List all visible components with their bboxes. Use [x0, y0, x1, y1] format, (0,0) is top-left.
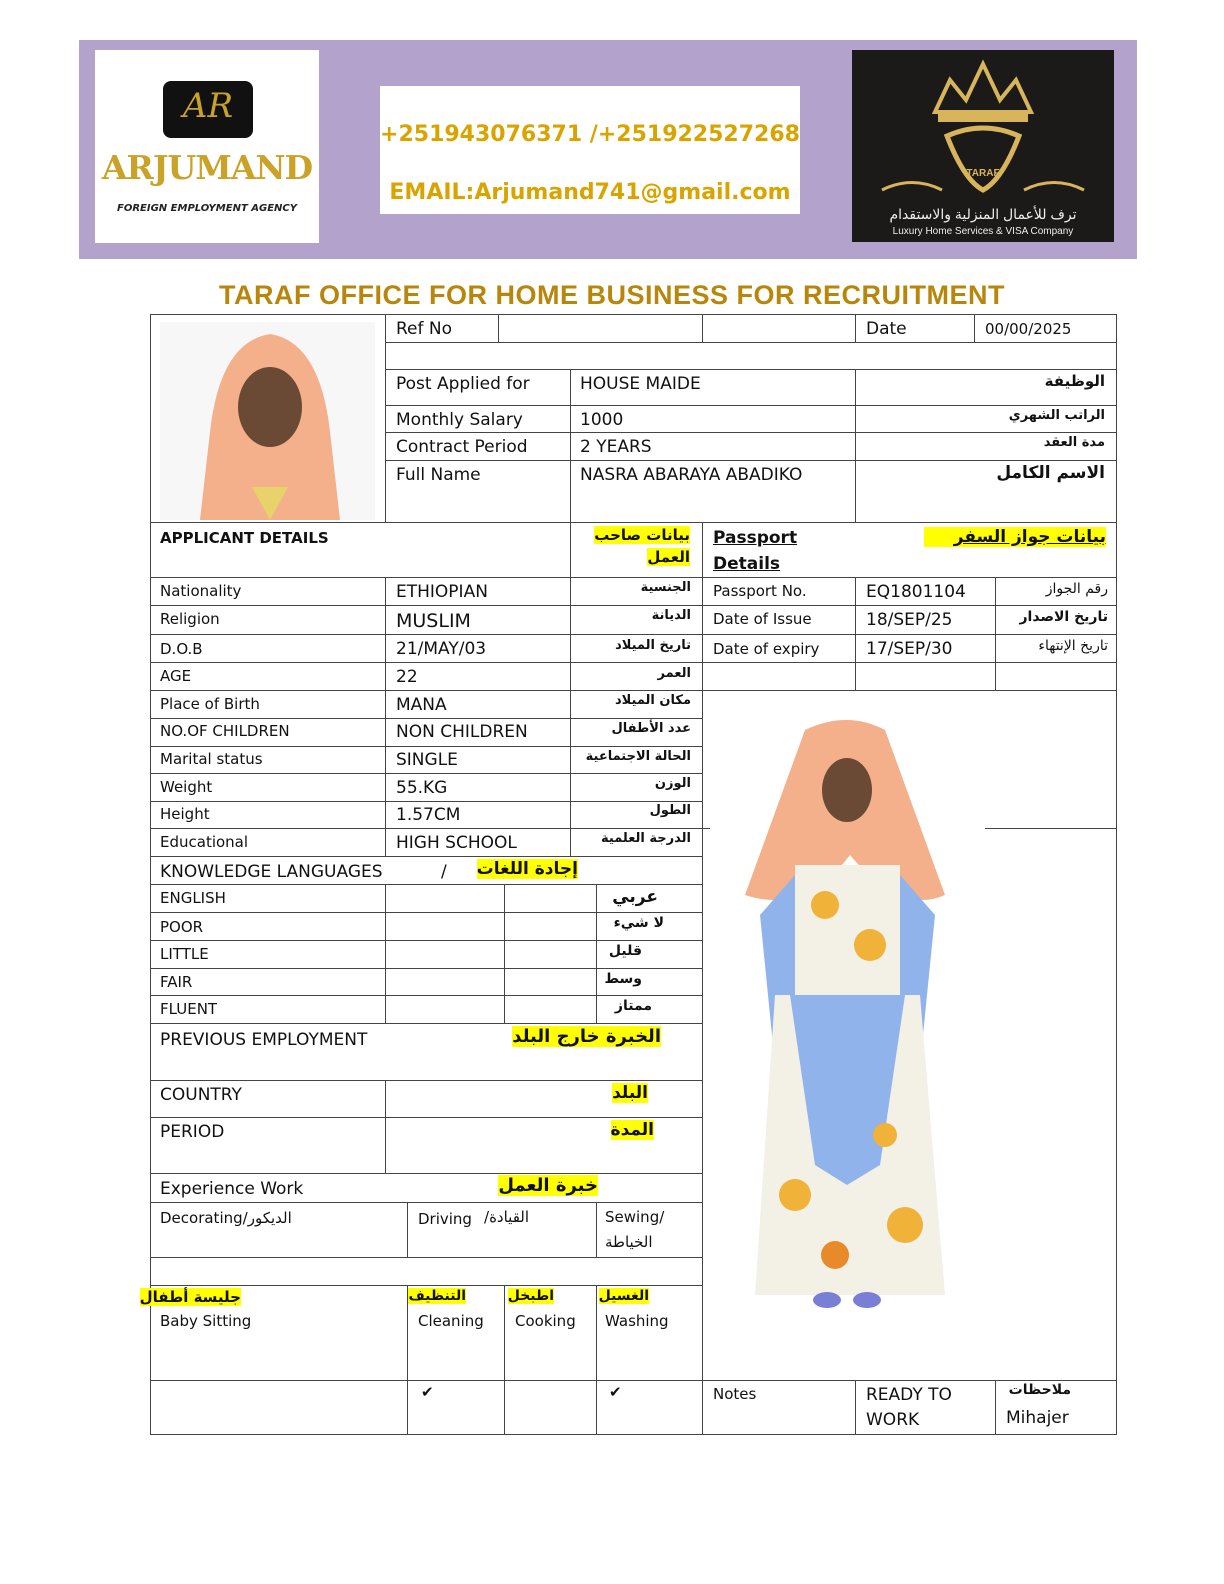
- marital-value: SINGLE: [396, 750, 458, 770]
- period-arabic: المدة: [610, 1120, 654, 1140]
- full-name-value: NASRA ABARAYA ABADIKO: [580, 465, 803, 485]
- page-title: TARAF OFFICE FOR HOME BUSINESS FOR RECRUITMENT: [219, 280, 1005, 310]
- applicant-heading-arabic-1: بيانات صاحب: [594, 526, 690, 544]
- grid-line: [702, 314, 703, 342]
- experience-heading: Experience Work: [160, 1179, 304, 1199]
- phone-numbers: +251943076371 /+251922527268: [380, 122, 800, 147]
- notes-label: Notes: [713, 1385, 757, 1403]
- grid-line: [702, 522, 703, 1434]
- passport-no-value: EQ1801104: [866, 582, 966, 602]
- dob-value: 21/MAY/03: [396, 639, 487, 659]
- contract-label: Contract Period: [396, 437, 528, 457]
- languages-separator: /: [441, 862, 447, 882]
- grid-line: [385, 1080, 386, 1173]
- grid-line: [150, 1173, 703, 1174]
- post-label: Post Applied for: [396, 374, 530, 394]
- grid-line: [498, 314, 499, 342]
- full-name-label: Full Name: [396, 465, 481, 485]
- experience-heading-arabic: خبرة العمل: [498, 1175, 598, 1196]
- education-arabic: الدرجة العلمية: [601, 831, 691, 846]
- salary-arabic: الراتب الشهري: [1008, 408, 1105, 423]
- table-border: [150, 1434, 1117, 1435]
- applicant-full-photo: [735, 715, 960, 1315]
- level-fair-label: FAIR: [160, 973, 193, 991]
- level-poor-arabic: لا شيء: [613, 915, 664, 931]
- table-border: [1116, 314, 1117, 1434]
- grid-line: [974, 314, 975, 342]
- grid-line: [504, 884, 505, 1023]
- dob-arabic: تاريخ الميلاد: [615, 638, 691, 653]
- expiry-date-arabic: تاريخ الإنتهاء: [1038, 638, 1108, 654]
- grid-line: [385, 369, 1116, 370]
- age-label: AGE: [160, 667, 192, 685]
- grid-line: [385, 342, 1116, 343]
- grid-line: [407, 1202, 408, 1257]
- grid-line: [385, 884, 386, 1023]
- grid-line: [150, 1285, 703, 1286]
- grid-line: [150, 746, 703, 747]
- marital-arabic: الحالة الاجتماعية: [585, 749, 691, 764]
- passport-heading-arabic: بيانات جواز السفر: [924, 527, 1106, 547]
- contract-value: 2 YEARS: [580, 437, 652, 457]
- contact-box: [380, 86, 800, 214]
- language-arabic-label: عربي: [612, 887, 658, 907]
- washing-label: Washing: [605, 1312, 669, 1330]
- applicant-heading-arabic-2: العمل: [647, 548, 690, 566]
- notes-value-1: READY TO: [866, 1385, 952, 1405]
- driving-arabic: /القيادة: [484, 1208, 530, 1226]
- children-arabic: عدد الأطفال: [611, 721, 691, 736]
- date-value: 00/00/2025: [985, 320, 1072, 338]
- issue-date-value: 18/SEP/25: [866, 610, 953, 630]
- taraf-english: Luxury Home Services & VISA Company: [892, 226, 1074, 237]
- place-of-birth-label: Place of Birth: [160, 695, 260, 713]
- grid-line: [570, 522, 571, 856]
- grid-line: [150, 1080, 703, 1081]
- grid-line: [596, 1285, 597, 1434]
- issue-date-arabic: تاريخ الاصدار: [1019, 609, 1108, 625]
- country-arabic: البلد: [612, 1083, 648, 1103]
- grid-line: [150, 522, 1117, 523]
- cooking-label: Cooking: [515, 1312, 576, 1330]
- height-label: Height: [160, 805, 210, 823]
- grid-line: [150, 940, 703, 941]
- cooking-arabic: اطبخل: [507, 1288, 554, 1304]
- grid-line: [995, 577, 996, 690]
- grid-line: [150, 1117, 703, 1118]
- grid-line: [150, 1202, 703, 1203]
- salary-value: 1000: [580, 410, 624, 430]
- table-border: [150, 314, 151, 1434]
- weight-value: 55.KG: [396, 778, 448, 798]
- level-fluent-arabic: ممتاز: [614, 998, 652, 1014]
- full-name-arabic: الاسم الكامل: [996, 463, 1105, 483]
- grid-line: [407, 1285, 408, 1434]
- post-arabic: الوظيفة: [1044, 372, 1105, 390]
- languages-heading: KNOWLEDGE LANGUAGES: [160, 862, 383, 882]
- grid-line: [150, 968, 703, 969]
- religion-value: MUSLIM: [396, 610, 471, 632]
- education-label: Educational: [160, 833, 249, 851]
- notes-arabic: ملاحظات: [1008, 1382, 1071, 1398]
- grid-line: [150, 605, 1117, 606]
- grid-line: [596, 884, 597, 1023]
- baby-sitting-label: Baby Sitting: [160, 1312, 252, 1330]
- level-little-label: LITTLE: [160, 945, 209, 963]
- grid-line: [150, 690, 1117, 691]
- grid-line: [385, 577, 386, 856]
- logo-monogram: AR: [182, 86, 234, 126]
- grid-line: [855, 314, 856, 342]
- place-of-birth-arabic: مكان الميلاد: [614, 693, 691, 708]
- grid-line: [995, 1380, 996, 1434]
- post-value: HOUSE MAIDE: [580, 374, 701, 394]
- age-arabic: العمر: [657, 666, 691, 681]
- ref-no-label: Ref No: [396, 319, 453, 339]
- applicant-portrait-photo: [160, 322, 375, 520]
- grid-line: [150, 1023, 703, 1024]
- grid-line: [570, 369, 571, 522]
- baby-sitting-arabic: جليسة أطفال: [139, 1288, 241, 1306]
- taraf-logo: [852, 50, 1114, 242]
- nationality-arabic: الجنسية: [640, 580, 691, 595]
- weight-arabic: الوزن: [654, 776, 691, 791]
- passport-no-arabic: رقم الجواز: [1045, 581, 1108, 597]
- arjumand-logo: [95, 50, 319, 243]
- issue-date-label: Date of Issue: [713, 610, 812, 628]
- sewing-arabic: الخياطة: [605, 1233, 653, 1251]
- nationality-value: ETHIOPIAN: [396, 582, 488, 602]
- education-value: HIGH SCHOOL: [396, 833, 517, 853]
- grid-line: [150, 662, 1117, 663]
- grid-line: [150, 718, 703, 719]
- grid-line: [385, 432, 1116, 433]
- grid-line: [855, 577, 856, 690]
- place-of-birth-value: MANA: [396, 695, 447, 715]
- expiry-date-label: Date of expiry: [713, 640, 820, 658]
- logo-name: ARJUMAND: [101, 148, 313, 187]
- cleaning-label: Cleaning: [418, 1312, 484, 1330]
- driving-label: Driving: [418, 1210, 472, 1228]
- office-name: Mihajer: [1006, 1408, 1069, 1428]
- children-value: NON CHILDREN: [396, 722, 528, 742]
- grid-line: [596, 1202, 597, 1257]
- level-fair-arabic: وسط: [604, 971, 642, 987]
- grid-line: [385, 460, 1116, 461]
- grid-line: [150, 828, 710, 829]
- marital-label: Marital status: [160, 750, 263, 768]
- taraf-brand: TARAF: [966, 168, 1000, 179]
- previous-employment-arabic: الخبرة خارج البلد: [512, 1026, 661, 1047]
- expiry-date-value: 17/SEP/30: [866, 639, 953, 659]
- children-label: NO.OF CHILDREN: [160, 722, 290, 740]
- height-value: 1.57CM: [396, 805, 461, 825]
- height-arabic: الطول: [649, 803, 691, 818]
- grid-line: [504, 1285, 505, 1434]
- salary-label: Monthly Salary: [396, 410, 523, 430]
- grid-line: [150, 912, 703, 913]
- grid-line: [150, 773, 703, 774]
- date-label: Date: [866, 319, 907, 339]
- grid-line: [150, 856, 703, 857]
- language-english-label: ENGLISH: [160, 889, 226, 907]
- washing-check-icon: ✔: [609, 1384, 622, 1401]
- washing-arabic: الغسيل: [598, 1288, 649, 1304]
- grid-line: [150, 634, 1117, 635]
- period-label: PERIOD: [160, 1122, 225, 1142]
- grid-line: [855, 369, 856, 522]
- previous-employment-heading: PREVIOUS EMPLOYMENT: [160, 1030, 368, 1050]
- logo-tagline: FOREIGN EMPLOYMENT AGENCY: [117, 203, 297, 214]
- email-address: EMAIL:Arjumand741@gmail.com: [389, 180, 791, 205]
- grid-line: [985, 828, 1116, 829]
- level-poor-label: POOR: [160, 918, 204, 936]
- applicant-heading: APPLICANT DETAILS: [160, 529, 329, 547]
- weight-label: Weight: [160, 778, 213, 796]
- table-border: [150, 314, 1117, 315]
- cleaning-arabic: التنظيف: [408, 1288, 466, 1304]
- grid-line: [150, 884, 703, 885]
- cleaning-check-icon: ✔: [421, 1384, 434, 1401]
- grid-line: [150, 577, 1117, 578]
- grid-line: [385, 314, 386, 522]
- level-little-arabic: قليل: [608, 943, 642, 959]
- age-value: 22: [396, 667, 418, 687]
- taraf-arabic: ترف للأعمال المنزلية والاستقدام: [889, 206, 1077, 222]
- dob-label: D.O.B: [160, 640, 203, 658]
- decorating-label: Decorating/الديكور: [160, 1209, 292, 1227]
- level-fluent-label: FLUENT: [160, 1000, 218, 1018]
- grid-line: [855, 1380, 856, 1434]
- religion-label: Religion: [160, 610, 220, 628]
- contract-arabic: مدة العقد: [1043, 435, 1105, 450]
- grid-line: [150, 1380, 1117, 1381]
- sewing-label: Sewing/: [605, 1208, 665, 1226]
- nationality-label: Nationality: [160, 582, 242, 600]
- grid-line: [150, 995, 703, 996]
- passport-heading-1: Passport: [713, 528, 798, 548]
- notes-value-2: WORK: [866, 1410, 920, 1430]
- grid-line: [385, 405, 1116, 406]
- grid-line: [150, 1257, 703, 1258]
- passport-heading-2: Details: [713, 554, 781, 574]
- passport-no-label: Passport No.: [713, 582, 807, 600]
- languages-heading-arabic: إجادة اللغات: [476, 859, 578, 879]
- religion-arabic: الديانة: [651, 608, 691, 623]
- grid-line: [150, 801, 703, 802]
- country-label: COUNTRY: [160, 1085, 242, 1105]
